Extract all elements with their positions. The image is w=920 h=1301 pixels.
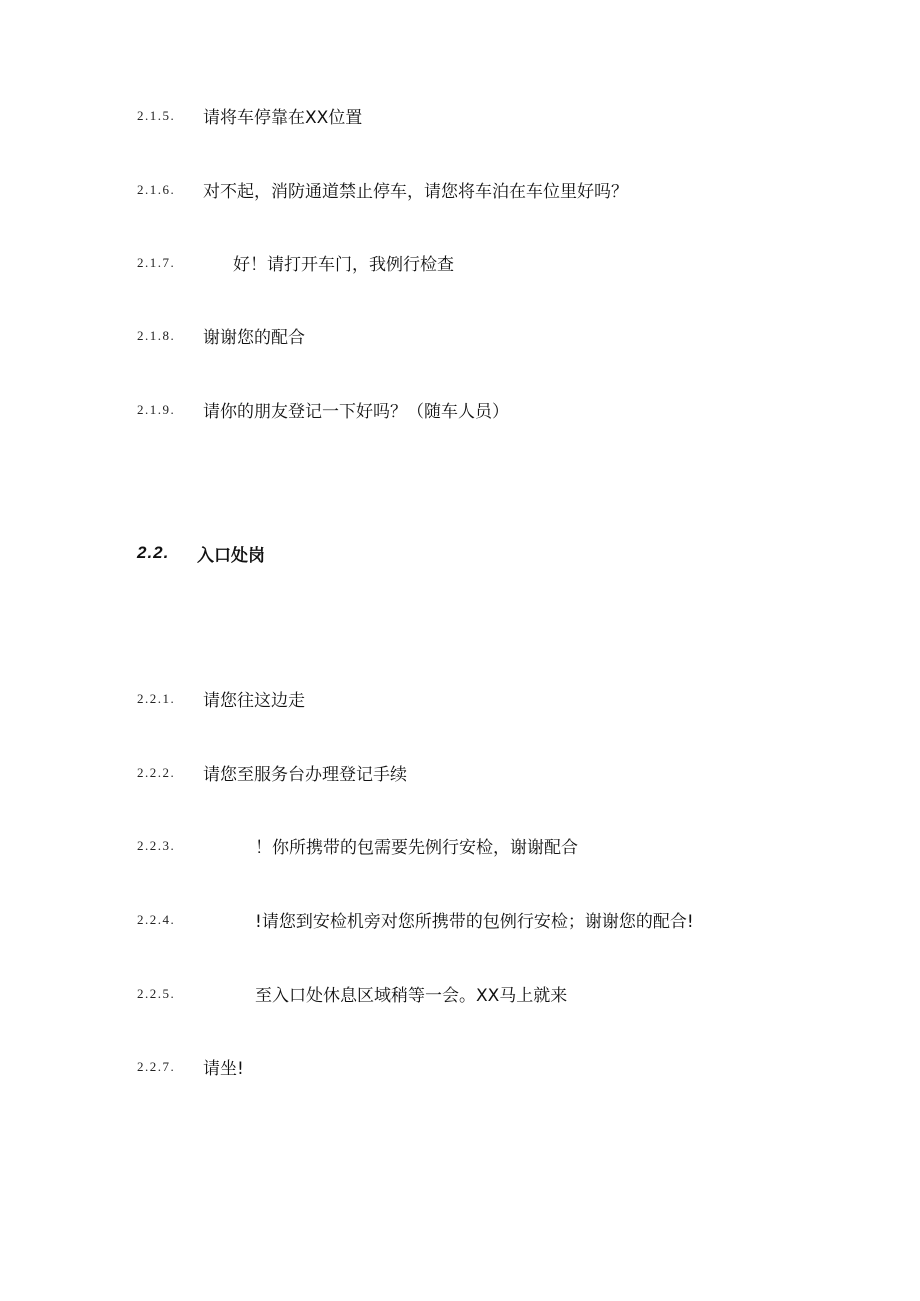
item-text: 请你的朋友登记一下好吗？（随车人员）	[203, 402, 509, 422]
item-text: 请将车停靠在XX位置	[203, 108, 363, 128]
list-item-2-1-9	[0, 395, 920, 423]
item-text: 请坐!	[203, 1059, 244, 1079]
item-text: ！你所携带的包需要先例行安检，谢谢配合	[255, 838, 578, 858]
item-text: 请您至服务台办理登记手续	[203, 765, 407, 785]
item-text: 好！请打开车门，我例行检查	[233, 255, 454, 275]
list-item-2-1-5	[0, 101, 920, 129]
item-text: !请您到安检机旁对您所携带的包例行安检；谢谢您的配合!	[255, 912, 694, 932]
item-text: 请您往这边走	[203, 691, 305, 711]
section-heading-2-2	[0, 539, 920, 569]
item-number: 2.2.2.	[137, 765, 176, 780]
item-text: 至入口处休息区域稍等一会。XX马上就来	[255, 986, 568, 1006]
list-item-2-2-3	[0, 831, 920, 859]
item-number: 2.2.7.	[137, 1059, 176, 1074]
heading-title: 入口处岗	[197, 546, 265, 566]
list-item-2-1-6	[0, 175, 920, 203]
list-item-2-2-1	[0, 684, 920, 712]
list-item-2-1-8	[0, 321, 920, 349]
item-number: 2.1.5.	[137, 108, 176, 123]
item-number: 2.2.3.	[137, 838, 176, 853]
item-number: 2.2.5.	[137, 986, 176, 1001]
item-number: 2.1.9.	[137, 402, 176, 417]
list-item-2-2-2	[0, 758, 920, 786]
list-item-2-2-7	[0, 1052, 920, 1080]
item-number: 2.1.7.	[137, 255, 176, 270]
item-number: 2.1.6.	[137, 182, 176, 197]
item-number: 2.2.1.	[137, 691, 176, 706]
item-number: 2.1.8.	[137, 328, 176, 343]
item-number: 2.2.4.	[137, 912, 176, 927]
list-item-2-2-5	[0, 979, 920, 1007]
heading-number: 2.2.	[137, 543, 170, 562]
list-item-2-1-7	[0, 248, 920, 276]
list-item-2-2-4	[0, 905, 920, 933]
item-text: 对不起，消防通道禁止停车，请您将车泊在车位里好吗？	[203, 182, 628, 202]
item-text: 谢谢您的配合	[203, 328, 305, 348]
